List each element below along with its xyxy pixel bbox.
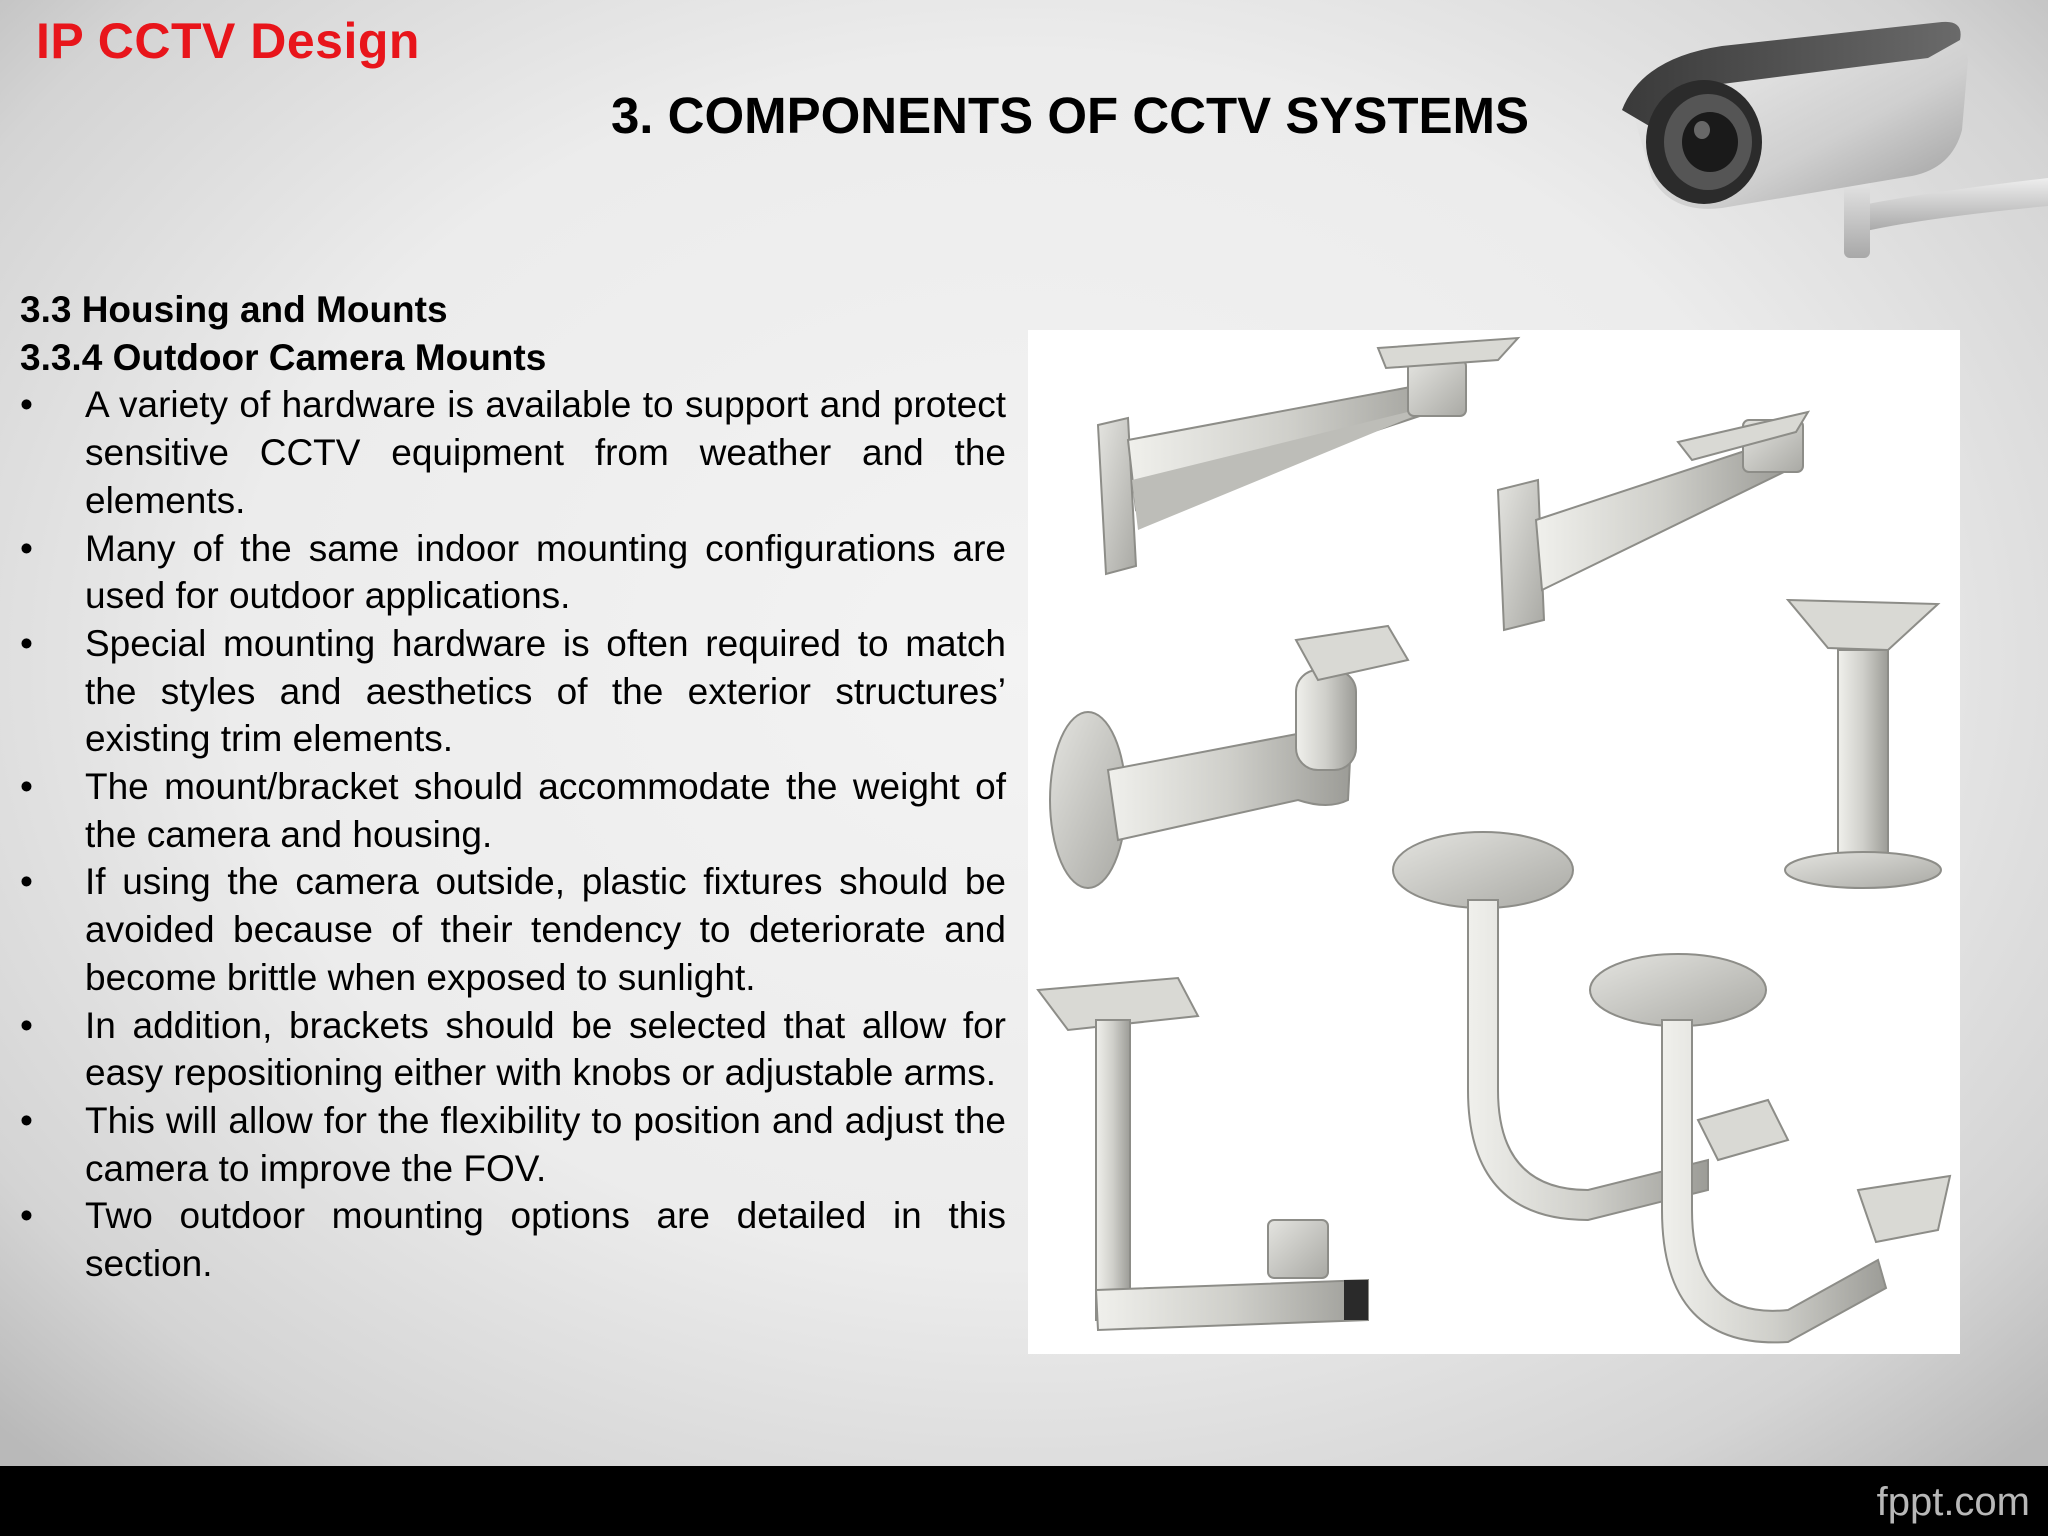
bullet-marker: • (20, 766, 33, 808)
bullet-marker: • (20, 622, 33, 664)
bullet-list (20, 381, 1006, 1287)
bullet-text: Many of the same indoor mounting configurations are used for outdoor applications. (85, 527, 1006, 617)
bullet-text: This will allow for the flexibility to position and adjust the camera to improve the FOV. (85, 1099, 1006, 1189)
bullet-item (20, 1097, 1006, 1192)
bullet-marker: • (20, 384, 33, 426)
bullet-item (20, 620, 1006, 763)
bullet-marker: • (20, 1099, 33, 1141)
bullet-item (20, 763, 1006, 858)
content-block (20, 286, 1006, 1288)
footer-brand: fppt.com (1876, 1480, 2030, 1524)
bullet-item (20, 858, 1006, 1001)
bullet-text: A variety of hardware is available to support and protect sensitive CCTV equipment from weather and the elements. (85, 384, 1006, 521)
bullet-text: If using the camera outside, plastic fixtures should be avoided because of their tendency to deteriorate and become brittle when exposed to sunlight. (85, 861, 1006, 998)
bullet-item (20, 525, 1006, 620)
bullet-item (20, 1002, 1006, 1097)
section-heading: 3.3 Housing and Mounts (20, 289, 448, 330)
cctv-camera-icon (1612, 18, 2048, 268)
bullet-item (20, 1192, 1006, 1287)
bullet-item (20, 381, 1006, 524)
subsection-heading: 3.3.4 Outdoor Camera Mounts (20, 336, 547, 378)
bullet-marker: • (20, 1195, 33, 1237)
slide-title: 3. COMPONENTS OF CCTV SYSTEMS (610, 87, 1530, 144)
bullet-text: Two outdoor mounting options are detailed in this section. (85, 1195, 1006, 1285)
footer-bar (0, 1466, 2048, 1536)
bullet-text: In addition, brackets should be selected that allow for easy repositioning either with knobs or adjustable arms. (85, 1004, 1006, 1094)
bullet-marker: • (20, 861, 33, 903)
bullet-text: The mount/bracket should accommodate the weight of the camera and housing. (85, 766, 1006, 855)
camera-mounts-photo (1028, 330, 1960, 1354)
brand-title: IP CCTV Design (36, 13, 420, 69)
bullet-marker: • (20, 1004, 33, 1046)
bullet-marker: • (20, 527, 33, 569)
bullet-text: Special mounting hardware is often required to match the styles and aesthetics of the exterior structures’ existing trim elements. (85, 622, 1006, 760)
